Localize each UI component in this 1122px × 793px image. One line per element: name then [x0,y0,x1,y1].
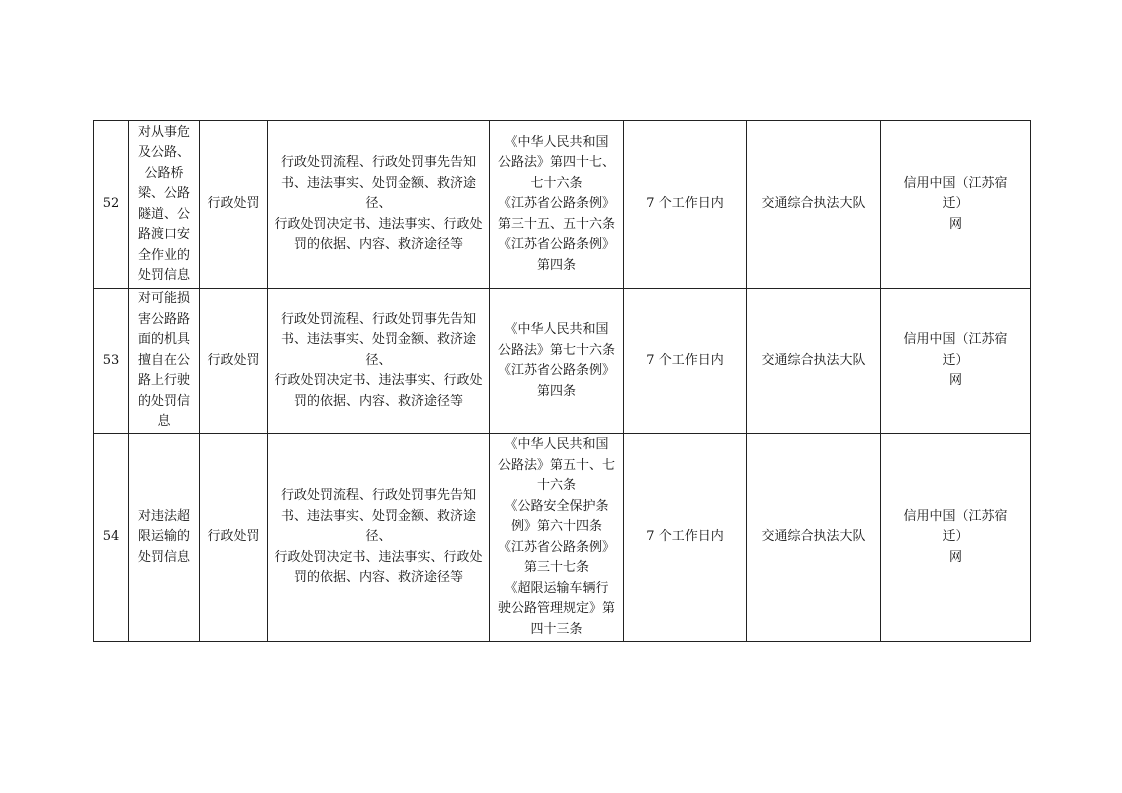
row-number: 52 [94,121,129,289]
public-content: 行政处罚流程、行政处罚事先告知 书、违法事实、处罚金额、救济途径、 行政处罚决定书、违法事实、行政处 罚的依据、内容、救济途径等 [268,434,490,642]
row-number: 54 [94,434,129,642]
responsible-department: 交通综合执法大队 [747,289,881,434]
publish-site: 信用中国（江苏宿迁） 网 [881,121,1031,289]
public-content: 行政处罚流程、行政处罚事先告知 书、违法事实、处罚金额、救济途径、 行政处罚决定书、违法事实、行政处 罚的依据、内容、救济途径等 [268,289,490,434]
category: 行政处罚 [200,434,268,642]
row-number: 53 [94,289,129,434]
records-table [93,120,1031,642]
item-name: 对可能损 害公路路 面的机具 擅自在公 路上行驶 的处罚信 息 [129,289,200,434]
public-content: 行政处罚流程、行政处罚事先告知 书、违法事实、处罚金额、救济途径、 行政处罚决定书、违法事实、行政处 罚的依据、内容、救济途径等 [268,121,490,289]
item-name: 对违法超 限运输的 处罚信息 [129,434,200,642]
responsible-department: 交通综合执法大队 [747,434,881,642]
legal-basis: 《中华人民共和国 公路法》第五十、七 十六条 《公路安全保护条 例》第六十四条 《江苏省公路条例》 第三十七条 《超限运输车辆行 驶公路管理规定》第 四十三条 [490,434,624,642]
legal-basis: 《中华人民共和国 公路法》第四十七、 七十六条 《江苏省公路条例》 第三十五、五十六条 《江苏省公路条例》 第四条 [490,121,624,289]
timeframe: 7 个工作日内 [624,289,747,434]
table-row [94,121,1031,289]
table-row [94,434,1031,642]
table-row [94,289,1031,434]
responsible-department: 交通综合执法大队 [747,121,881,289]
category: 行政处罚 [200,289,268,434]
timeframe: 7 个工作日内 [624,121,747,289]
timeframe: 7 个工作日内 [624,434,747,642]
category: 行政处罚 [200,121,268,289]
publish-site: 信用中国（江苏宿迁） 网 [881,289,1031,434]
legal-basis: 《中华人民共和国 公路法》第七十六条 《江苏省公路条例》 第四条 [490,289,624,434]
publish-site: 信用中国（江苏宿迁） 网 [881,434,1031,642]
item-name: 对从事危 及公路、 公路桥 梁、公路 隧道、公 路渡口安 全作业的 处罚信息 [129,121,200,289]
